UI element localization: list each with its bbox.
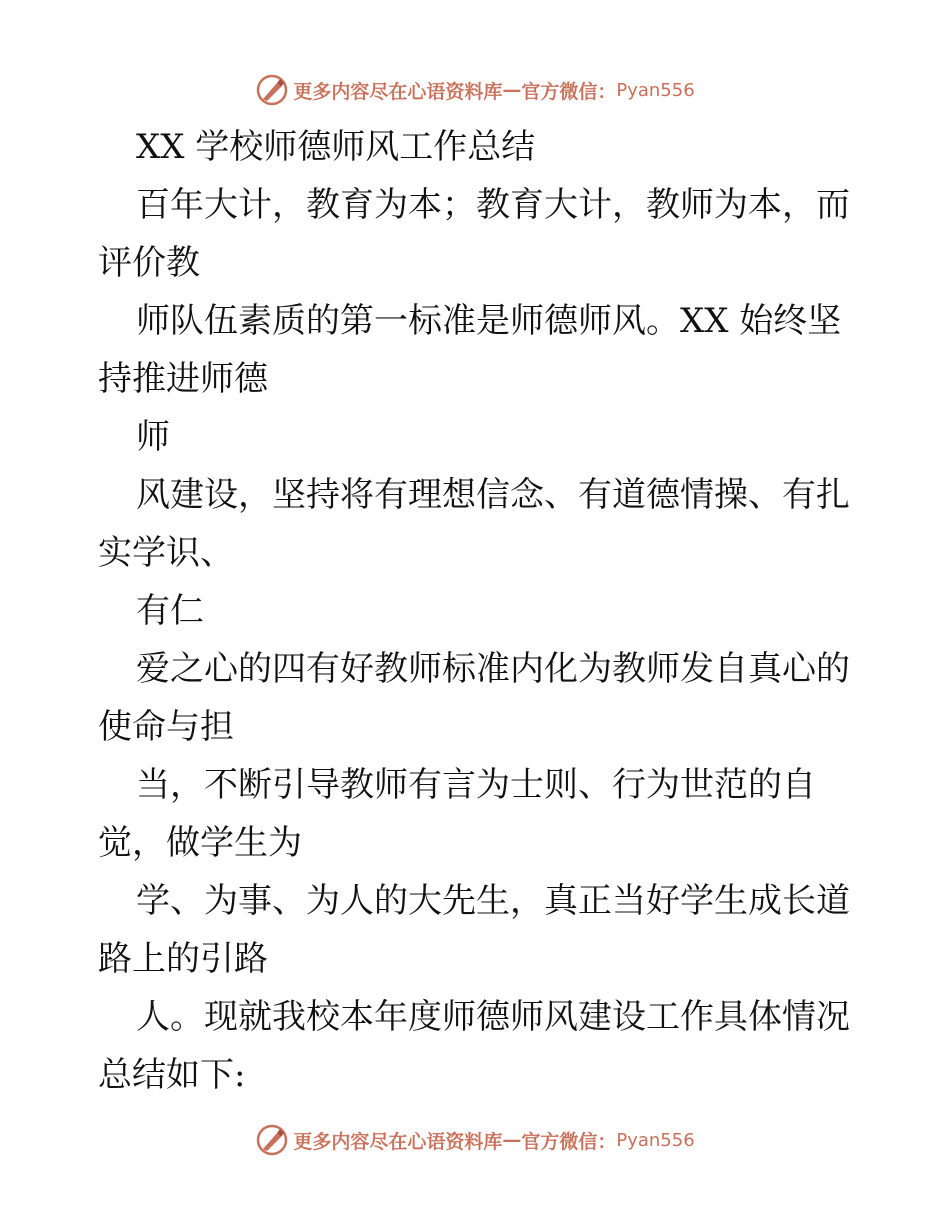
text-line: 觉，做学生为 (98, 823, 302, 863)
paragraph-lines (98, 176, 858, 1104)
text-line: 持推进师德 (98, 359, 268, 399)
watermark-dash: — (502, 79, 522, 101)
pen-logo-icon (255, 73, 289, 107)
watermark-wechat-id: Pyan556 (616, 1129, 695, 1151)
text-line: 师队伍素质的第一标准是师德师风。XX 始终坚 (136, 301, 842, 341)
header-watermark (0, 70, 950, 110)
text-line: 总结如下: (98, 1055, 246, 1095)
text-line: 路上的引路 (98, 939, 268, 979)
watermark-wechat-label: 官方微信： (521, 1130, 617, 1153)
watermark-wechat-id: Pyan556 (616, 79, 695, 101)
text-line: 实学识、 (98, 533, 234, 573)
text-line: 爱之心的四有好教师标准内化为教师发自真心的 (136, 649, 850, 689)
text-line: 当，不断引导教师有言为士则、行为世范的自 (136, 765, 816, 805)
document-title: XX 学校师德师风工作总结 (136, 127, 536, 167)
watermark-wechat-label: 官方微信： (521, 80, 617, 103)
text-line: 人。现就我校本年度师德师风建设工作具体情况 (136, 997, 850, 1037)
document-body (98, 118, 858, 1104)
footer-watermark (0, 1120, 950, 1160)
watermark-text: 更多内容尽在心语资料库 (293, 80, 503, 103)
watermark-dash: — (502, 1129, 522, 1151)
text-line: 有仁 (136, 591, 204, 631)
text-line: 评价教 (98, 243, 200, 283)
text-line: 使命与担 (98, 707, 234, 747)
text-line: 百年大计，教育为本；教育大计，教师为本，而 (136, 185, 850, 225)
watermark-text: 更多内容尽在心语资料库 (293, 1130, 503, 1153)
text-line: 学、为事、为人的大先生，真正当好学生成长道 (136, 881, 850, 921)
text-line: 风建设，坚持将有理想信念、有道德情操、有扎 (136, 475, 850, 515)
text-line: 师 (136, 417, 170, 457)
pen-logo-icon (255, 1123, 289, 1157)
